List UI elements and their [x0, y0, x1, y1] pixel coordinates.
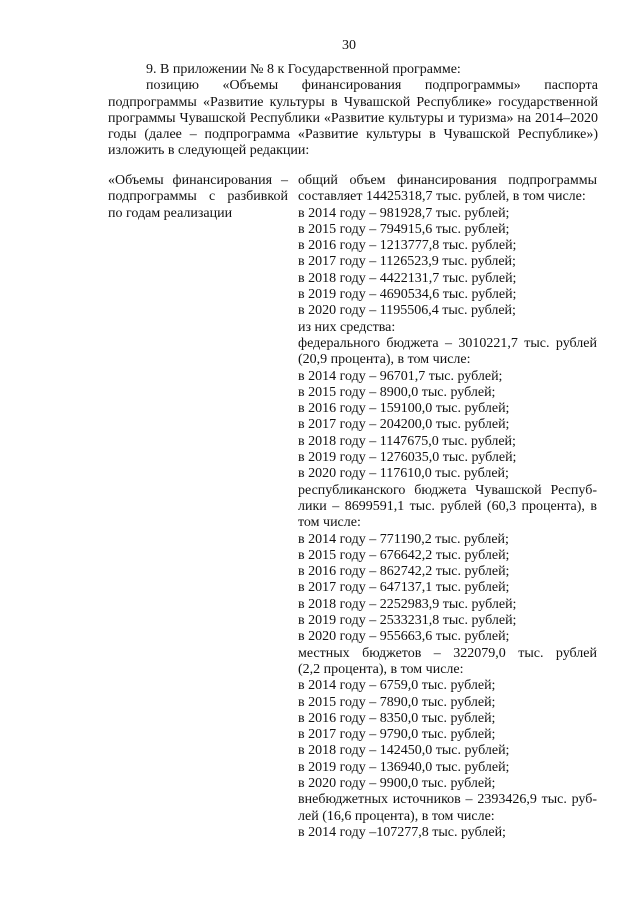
funding-line: (20,9 процента), в том числе: — [298, 352, 471, 368]
funding-line: в 2019 году – 4690534,6 тыс. рублей; — [298, 287, 517, 303]
funding-line: в 2017 году – 647137,1 тыс. рублей; — [298, 580, 510, 596]
funding-line: в 2017 году – 1126523,9 тыс. рублей; — [298, 254, 516, 270]
amendment-heading: 9. В приложении № 8 к Государственной программе: — [146, 62, 461, 77]
funding-line: в 2016 году – 862742,2 тыс. рублей; — [298, 564, 510, 580]
funding-line: в 2020 году – 9900,0 тыс. рублей; — [298, 775, 496, 791]
funding-line: в 2014 году – 981928,7 тыс. рублей; — [298, 205, 510, 221]
funding-line: в 2015 году – 794915,6 тыс. рублей; — [298, 221, 510, 237]
funding-line: в 2014 году – 96701,7 тыс. рублей; — [298, 368, 503, 384]
funding-line: в 2020 году – 955663,6 тыс. рублей; — [298, 629, 510, 645]
funding-line: в 2019 году – 2533231,8 тыс. рублей; — [298, 613, 517, 629]
funding-line: федерального бюджета – 3010221,7 тыс. рублей — [298, 335, 597, 351]
funding-line: том числе: — [298, 515, 361, 531]
funding-line: в 2017 году – 204200,0 тыс. рублей; — [298, 417, 510, 433]
funding-line: лики – 8699591,1 тыс. рублей (60,3 процента), в — [298, 498, 597, 514]
funding-line: в 2018 году – 142450,0 тыс. рублей; — [298, 743, 510, 759]
funding-line: в 2016 году – 159100,0 тыс. рублей; — [298, 401, 510, 417]
funding-line: в 2015 году – 7890,0 тыс. рублей; — [298, 694, 496, 710]
funding-line: в 2018 году – 2252983,9 тыс. рублей; — [298, 596, 517, 612]
position-label: «Объемы финансирования – подпрограммы с разбивкой по годам реализации — [108, 173, 288, 221]
funding-line: в 2019 году – 1276035,0 тыс. рублей; — [298, 450, 517, 466]
funding-line: в 2016 году – 8350,0 тыс. рублей; — [298, 710, 496, 726]
funding-line: в 2015 году – 8900,0 тыс. рублей; — [298, 384, 496, 400]
funding-line: внебюджетных источников – 2393426,9 тыс. руб- — [298, 792, 597, 808]
funding-line: в 2018 году – 4422131,7 тыс. рублей; — [298, 270, 517, 286]
funding-line: в 2014 году – 771190,2 тыс. рублей; — [298, 531, 509, 547]
funding-line: местных бюджетов – 322079,0 тыс. рублей — [298, 645, 597, 661]
funding-line: в 2016 году – 1213777,8 тыс. рублей; — [298, 238, 517, 254]
amendment-paragraph: позицию «Объемы финансирования подпрограммы» паспорта подпрограммы «Развитие культуры в Чувашской Республике» государственной программы Чувашской Республики «Развитие культуры и туризма» на 2014–2020 годы (далее – подпрограмма «Развитие культуры в Чувашской Республике») изложить в следующей редакции: — [108, 78, 598, 159]
funding-line: в 2020 году – 1195506,4 тыс. рублей; — [298, 303, 516, 319]
funding-line: в 2014 году –107277,8 тыс. рублей; — [298, 824, 506, 840]
funding-line: республиканского бюджета Чувашской Респуб- — [298, 482, 597, 498]
page-number: 30 — [342, 38, 356, 53]
funding-line: (2,2 процента), в том числе: — [298, 661, 464, 677]
funding-line: общий объем финансирования подпрограммы — [298, 173, 597, 188]
funding-line: в 2020 году – 117610,0 тыс. рублей; — [298, 466, 509, 482]
funding-line: из них средства: — [298, 319, 396, 335]
funding-line: лей (16,6 процента), в том числе: — [298, 808, 495, 824]
funding-line: в 2017 году – 9790,0 тыс. рублей; — [298, 727, 496, 743]
funding-line: составляет 14425318,7 тыс. рублей, в том числе: — [298, 189, 586, 205]
amendment-intro — [108, 62, 598, 160]
funding-line: в 2019 году – 136940,0 тыс. рублей; — [298, 759, 510, 775]
funding-line: в 2014 году – 6759,0 тыс. рублей; — [298, 678, 496, 694]
funding-line: в 2018 году – 1147675,0 тыс. рублей; — [298, 433, 516, 449]
funding-line: в 2015 году – 676642,2 тыс. рублей; — [298, 547, 510, 563]
funding-details — [298, 173, 597, 841]
